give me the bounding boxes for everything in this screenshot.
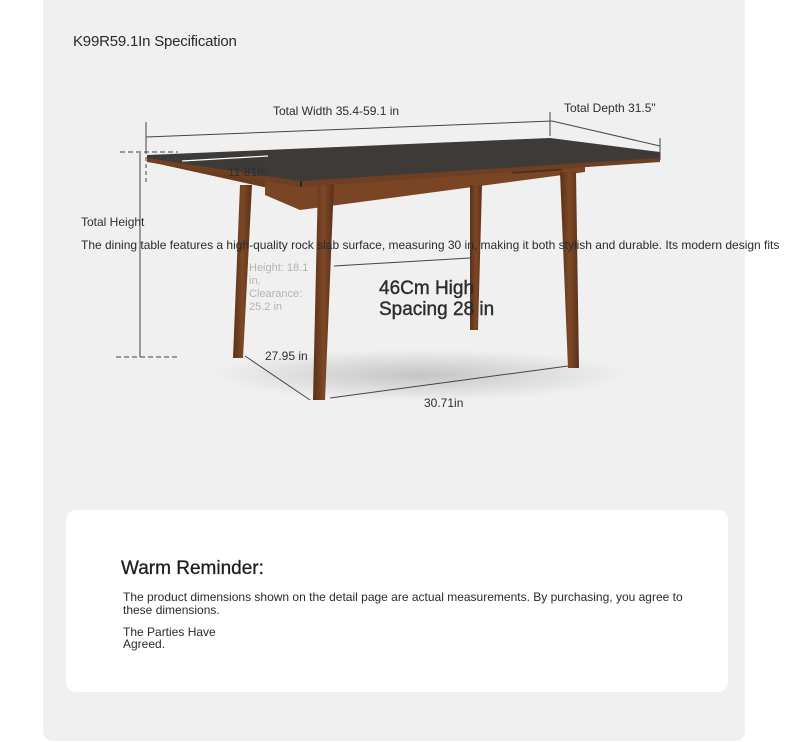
faded-note: in, — [249, 275, 261, 287]
width-dimension-line — [146, 121, 552, 137]
tabletop-seam — [300, 181, 302, 187]
callout-line-1: 46Cm High — [379, 278, 475, 299]
faded-note: Clearance: — [249, 288, 303, 300]
faded-note: Height: 18.1 — [249, 262, 309, 274]
total-width-label: Total Width 35.4-59.1 in — [273, 104, 400, 118]
reminder-body: The product dimensions shown on the detail page are actual measurements. By purchasing, you agree to these dimensions. — [123, 590, 683, 617]
reminder-title: Warm Reminder: — [121, 558, 264, 579]
table-leg — [560, 172, 579, 368]
faded-notes — [249, 262, 317, 314]
reminder-parties: The Parties Have Agreed. — [123, 625, 216, 651]
height-callout — [379, 278, 494, 320]
spacing-dimension-line — [334, 258, 470, 266]
faded-note: 25.2 in — [249, 301, 283, 313]
spec-title: K99R59.1In Specification — [73, 33, 237, 50]
leg-width-label: 30.71in — [424, 396, 464, 410]
total-height-label: Total Height — [81, 215, 145, 229]
leg-depth-label: 27.95 in — [265, 349, 308, 363]
callout-line-2: Spacing 28 in — [379, 299, 495, 320]
total-depth-label: Total Depth 31.5" — [564, 101, 656, 115]
table-description: The dining table features a high-quality rock slab surface, measuring 30 in, making it both stylish and durable. Its modern design fits — [81, 238, 780, 252]
extension-label: 11.81In — [228, 165, 268, 179]
